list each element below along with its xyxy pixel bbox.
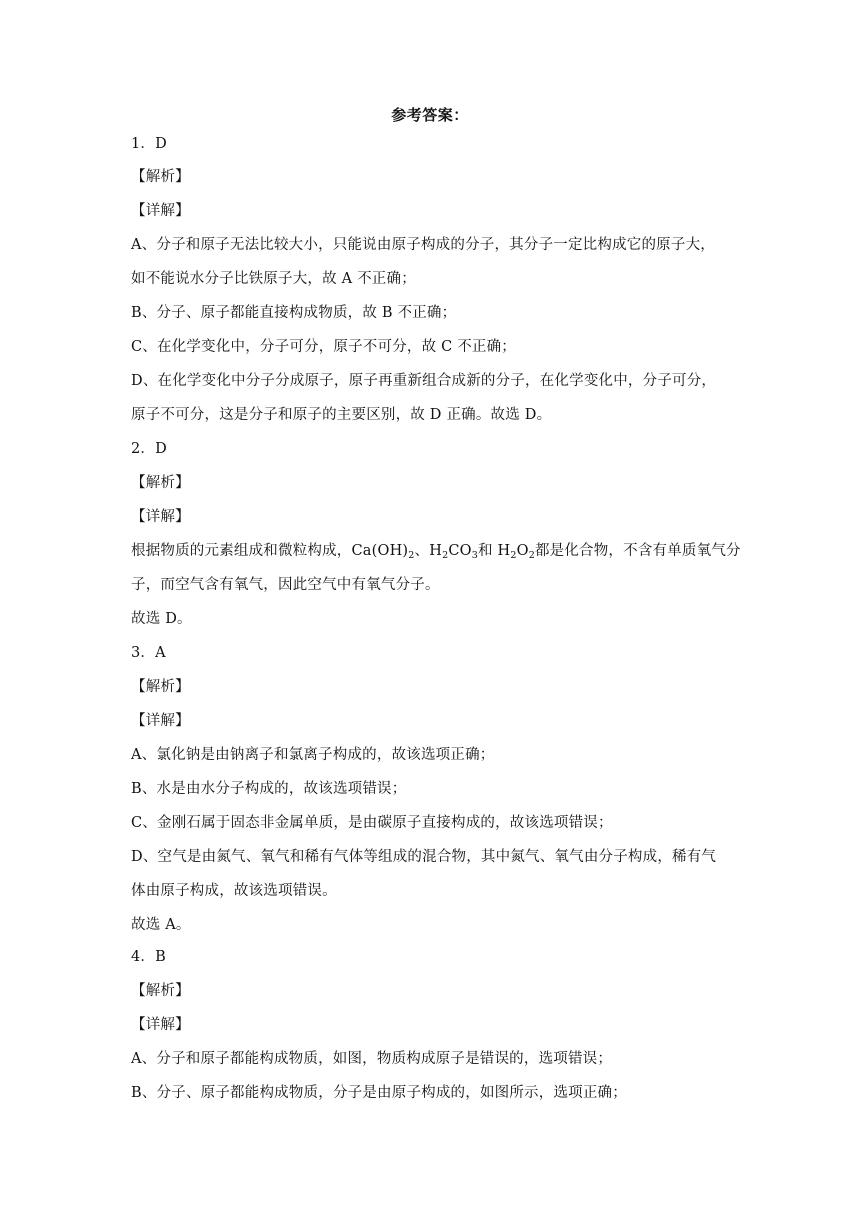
- page-title: 参考答案：: [391, 106, 469, 124]
- subscript: 2: [442, 550, 449, 561]
- subscript: 2: [510, 550, 517, 561]
- explanation-line: B、分子、原子都能直接构成物质，故 B 不正确；: [131, 305, 457, 321]
- explanation-line: 故选 D。: [131, 611, 192, 627]
- subscript: 3: [471, 550, 478, 561]
- text-fragment: 都是化合物，不含有单质氧气分: [534, 543, 741, 559]
- detail-label: 【详解】: [131, 509, 190, 525]
- answer-number: 1．D: [131, 136, 167, 152]
- detail-label: 【详解】: [131, 713, 190, 729]
- subscript: 2: [528, 550, 535, 561]
- explanation-line: 如不能说水分子比铁原子大，故 A 不正确；: [131, 271, 416, 287]
- explanation-line: 故选 A。: [131, 917, 191, 933]
- explanation-line: A、分子和原子都能构成物质，如图，物质构成原子是错误的，选项错误；: [131, 1051, 613, 1067]
- explanation-line: C、在化学变化中，分子可分，原子不可分，故 C 不正确；: [131, 339, 517, 355]
- detail-label: 【详解】: [131, 203, 190, 219]
- explanation-line: D、在化学变化中分子分成原子，原子再重新组合成新的分子，在化学变化中，分子可分，: [131, 373, 717, 389]
- text-fragment: O: [516, 543, 529, 559]
- text-fragment: 和 H: [477, 543, 511, 559]
- analysis-label: 【解析】: [131, 983, 190, 999]
- text-fragment: 根据物质的元素组成和微粒构成，Ca(OH): [131, 543, 409, 559]
- answer-number: 2．D: [131, 441, 167, 457]
- explanation-line: 子，而空气含有氧气，因此空气中有氧气分子。: [131, 577, 440, 593]
- explanation-line: A、分子和原子无法比较大小，只能说由原子构成的分子，其分子一定比构成它的原子大，: [131, 237, 715, 253]
- explanation-line: 体由原子构成，故该选项错误。: [131, 883, 337, 899]
- answer-number: 4．B: [131, 949, 166, 965]
- detail-label: 【详解】: [131, 1017, 190, 1033]
- analysis-label: 【解析】: [131, 169, 190, 185]
- text-fragment: CO: [448, 543, 472, 559]
- explanation-line: D、空气是由氮气、氧气和稀有气体等组成的混合物，其中氮气、氧气由分子构成，稀有气: [131, 849, 717, 865]
- explanation-line: C、金刚石属于固态非金属单质，是由碳原子直接构成的，故该选项错误；: [131, 815, 613, 831]
- answer-number: 3．A: [131, 645, 166, 661]
- explanation-line: 原子不可分，这是分子和原子的主要区别，故 D 正确。故选 D。: [131, 407, 552, 423]
- subscript: 2: [408, 550, 415, 561]
- explanation-line: A、氯化钠是由钠离子和氯离子构成的，故该选项正确；: [131, 747, 495, 763]
- analysis-label: 【解析】: [131, 475, 190, 491]
- explanation-line: B、水是由水分子构成的，故该选项错误；: [131, 781, 407, 797]
- explanation-line-formula: [131, 540, 741, 562]
- text-fragment: 、H: [414, 543, 443, 559]
- analysis-label: 【解析】: [131, 679, 190, 695]
- explanation-line: B、分子、原子都能构成物质，分子是由原子构成的，如图所示，选项正确；: [131, 1085, 627, 1101]
